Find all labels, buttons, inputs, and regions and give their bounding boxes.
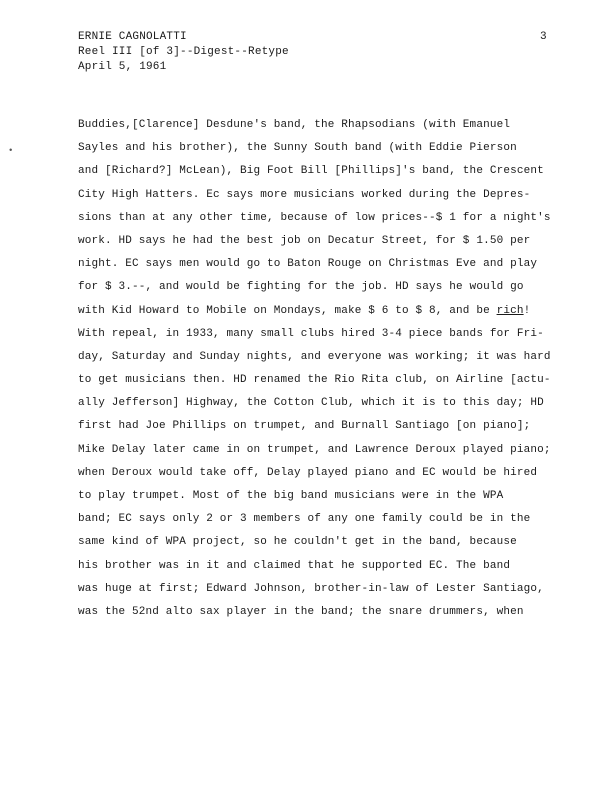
text-line: and [Richard?] McLean), Big Foot Bill [Phillips]'s band, the Crescent	[78, 165, 544, 178]
text-line: night. EC says men would go to Baton Rouge on Christmas Eve and play	[78, 258, 538, 271]
text-line: ally Jefferson] Highway, the Cotton Club, which it is to this day; HD	[78, 397, 544, 410]
text-line: for $ 3.--, and would be fighting for the job. HD says he would go	[78, 281, 524, 294]
text-line: was the 52nd alto sax player in the band; the snare drummers, when	[78, 605, 524, 618]
text-line: was huge at first; Edward Johnson, brother-in-law of Lester Santiago,	[78, 582, 544, 595]
text-line: same kind of WPA project, so he couldn't get in the band, because	[78, 536, 517, 549]
interview-date: April 5, 1961	[78, 61, 167, 73]
text-line: when Deroux would take off, Delay played piano and EC would be hired	[78, 466, 538, 479]
text-line: work. HD says he had the best job on Decatur Street, for $ 1.50 per	[78, 234, 531, 247]
text-line-lead: with Kid Howard to Mobile on Mondays, make $ 6 to $ 8, and be	[78, 304, 497, 317]
reel-info: Reel III [of 3]--Digest--Retype	[78, 46, 289, 58]
text-line: Sayles and his brother), the Sunny South band (with Eddie Pierson	[78, 142, 517, 155]
scan-speck: •	[8, 146, 14, 156]
text-line: band; EC says only 2 or 3 members of any one family could be in the	[78, 513, 531, 526]
text-line: Buddies,[Clarence] Desdune's band, the Rhapsodians (with Emanuel	[78, 119, 511, 131]
body-text	[78, 114, 598, 624]
text-line: With repeal, in 1933, many small clubs hired 3-4 piece bands for Fri-	[78, 327, 544, 340]
text-line: day, Saturday and Sunday nights, and everyone was working; it was hard	[78, 350, 551, 363]
exclamation: !	[523, 304, 531, 317]
underlined-word: rich	[496, 304, 524, 317]
text-line: City High Hatters. Ec says more musicians worked during the Depres-	[78, 188, 531, 201]
text-line: first had Joe Phillips on trumpet, and Burnall Santiago [on piano];	[78, 420, 531, 433]
text-line	[78, 300, 598, 323]
text-line: Mike Delay later came in on trumpet, and Lawrence Deroux played piano;	[78, 443, 551, 456]
text-line: to play trumpet. Most of the big band musicians were in the WPA	[78, 490, 504, 502]
interviewee-name: ERNIE CAGNOLATTI	[78, 31, 187, 43]
text-line: his brother was in it and claimed that he supported EC. The band	[78, 559, 511, 572]
text-line: to get musicians then. HD renamed the Rio Rita club, on Airline [actu-	[78, 374, 551, 387]
document-header	[78, 30, 289, 75]
text-line: sions than at any other time, because of low prices--$ 1 for a night's	[78, 211, 551, 224]
page-number: 3	[540, 31, 547, 43]
